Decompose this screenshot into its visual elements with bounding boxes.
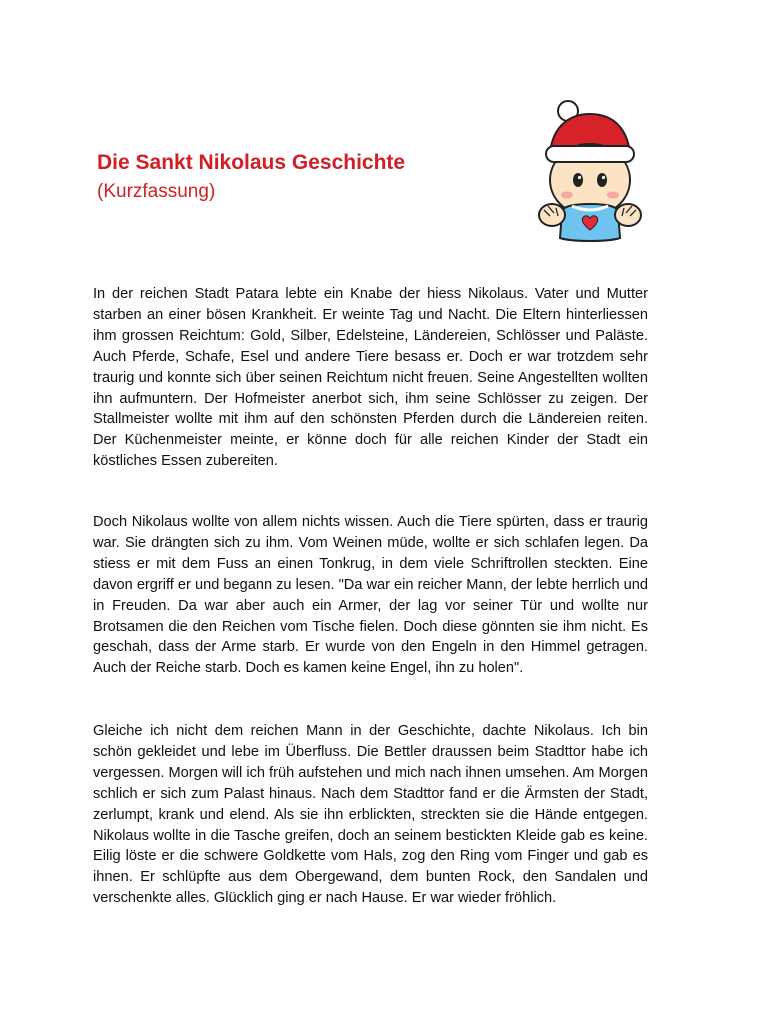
story-paragraph: Gleiche ich nicht dem reichen Mann in der Geschichte, dachte Nikolaus. Ich bin schön gekleidet und lebe im Überfluss. Die Bettler draussen beim Stadttor habe ich vergessen. Morgen will ich früh aufstehen und mich nach ihnen umsehen. Am Morgen schlich er sich zum Palast hinaus. Nach dem Stadttor fand er die Ärmsten der Stadt, zerlumpt, krank und elend. Als sie ihn erblickten, streckten sie die Hände entgegen. Nikolaus wollte in die Tasche greifen, doch an seinem bestickten Kleide gab es keine. Eilig löste er die schwere Goldkette vom Hals, zog den Ring vom Finger und gab es ihnen. Er schlüpfte aus dem Obergewand, dem bunten Rock, den Sandalen und verschenkte alles. Glücklich ging er nach Hause. Er war wieder fröhlich. (93, 723, 648, 907)
page-subtitle: (Kurzfassung) (97, 181, 216, 202)
story-paragraph: Doch Nikolaus wollte von allem nichts wissen. Auch die Tiere spürten, dass er traurig war. Sie drängten sich zu ihm. Vom Weinen müde, wollte er sich schlafen legen. Da stiess er mit dem Fuss an einen Tonkrug, in dem viele Schriftrollen steckten. Eine davon ergriff er und begann zu lesen. "Da war ein reicher Mann, der lebte herrlich und in Freuden. Da war aber auch ein Armer, der lag vor seiner Tür und wollte nur Brotsamen die den Reichen vom Tische fielen. Doch diese gönnten sie ihm nicht. Es geschah, dass der Arme starb. Er wurde von den Engeln in den Himmel getragen. Auch der Reiche starb. Doch es kamen keine Engel, ihn zu holen". (93, 514, 648, 677)
page-title: Die Sankt Nikolaus Geschichte (97, 151, 406, 174)
story-paragraph: In der reichen Stadt Patara lebte ein Knabe der hiess Nikolaus. Vater und Mutter starben an einer bösen Krankheit. Er weinte Tag und Nacht. Die Eltern hinterliessen ihm grossen Reichtum: Gold, Silber, Edelsteine, Ländereien, Schlösser und Paläste. Auch Pferde, Schafe, Esel und andere Tiere besass er. Doch er war trotzdem sehr traurig und konnte sich über seinen Reichtum nicht freuen. Seine Angestellten wollten ihn aufmuntern. Der Hofmeister anerbot sich, ihm seine Schlösser zu zeigen. Der Stallmeister wollte mit ihm auf den schönsten Pferden durch die Ländereien reiten. Der Küchenmeister meinte, er könne doch für alle reichen Kinder der Stadt ein köstliches Essen zubereiten. (93, 286, 648, 470)
santa-baby-mascot-icon (528, 100, 652, 245)
